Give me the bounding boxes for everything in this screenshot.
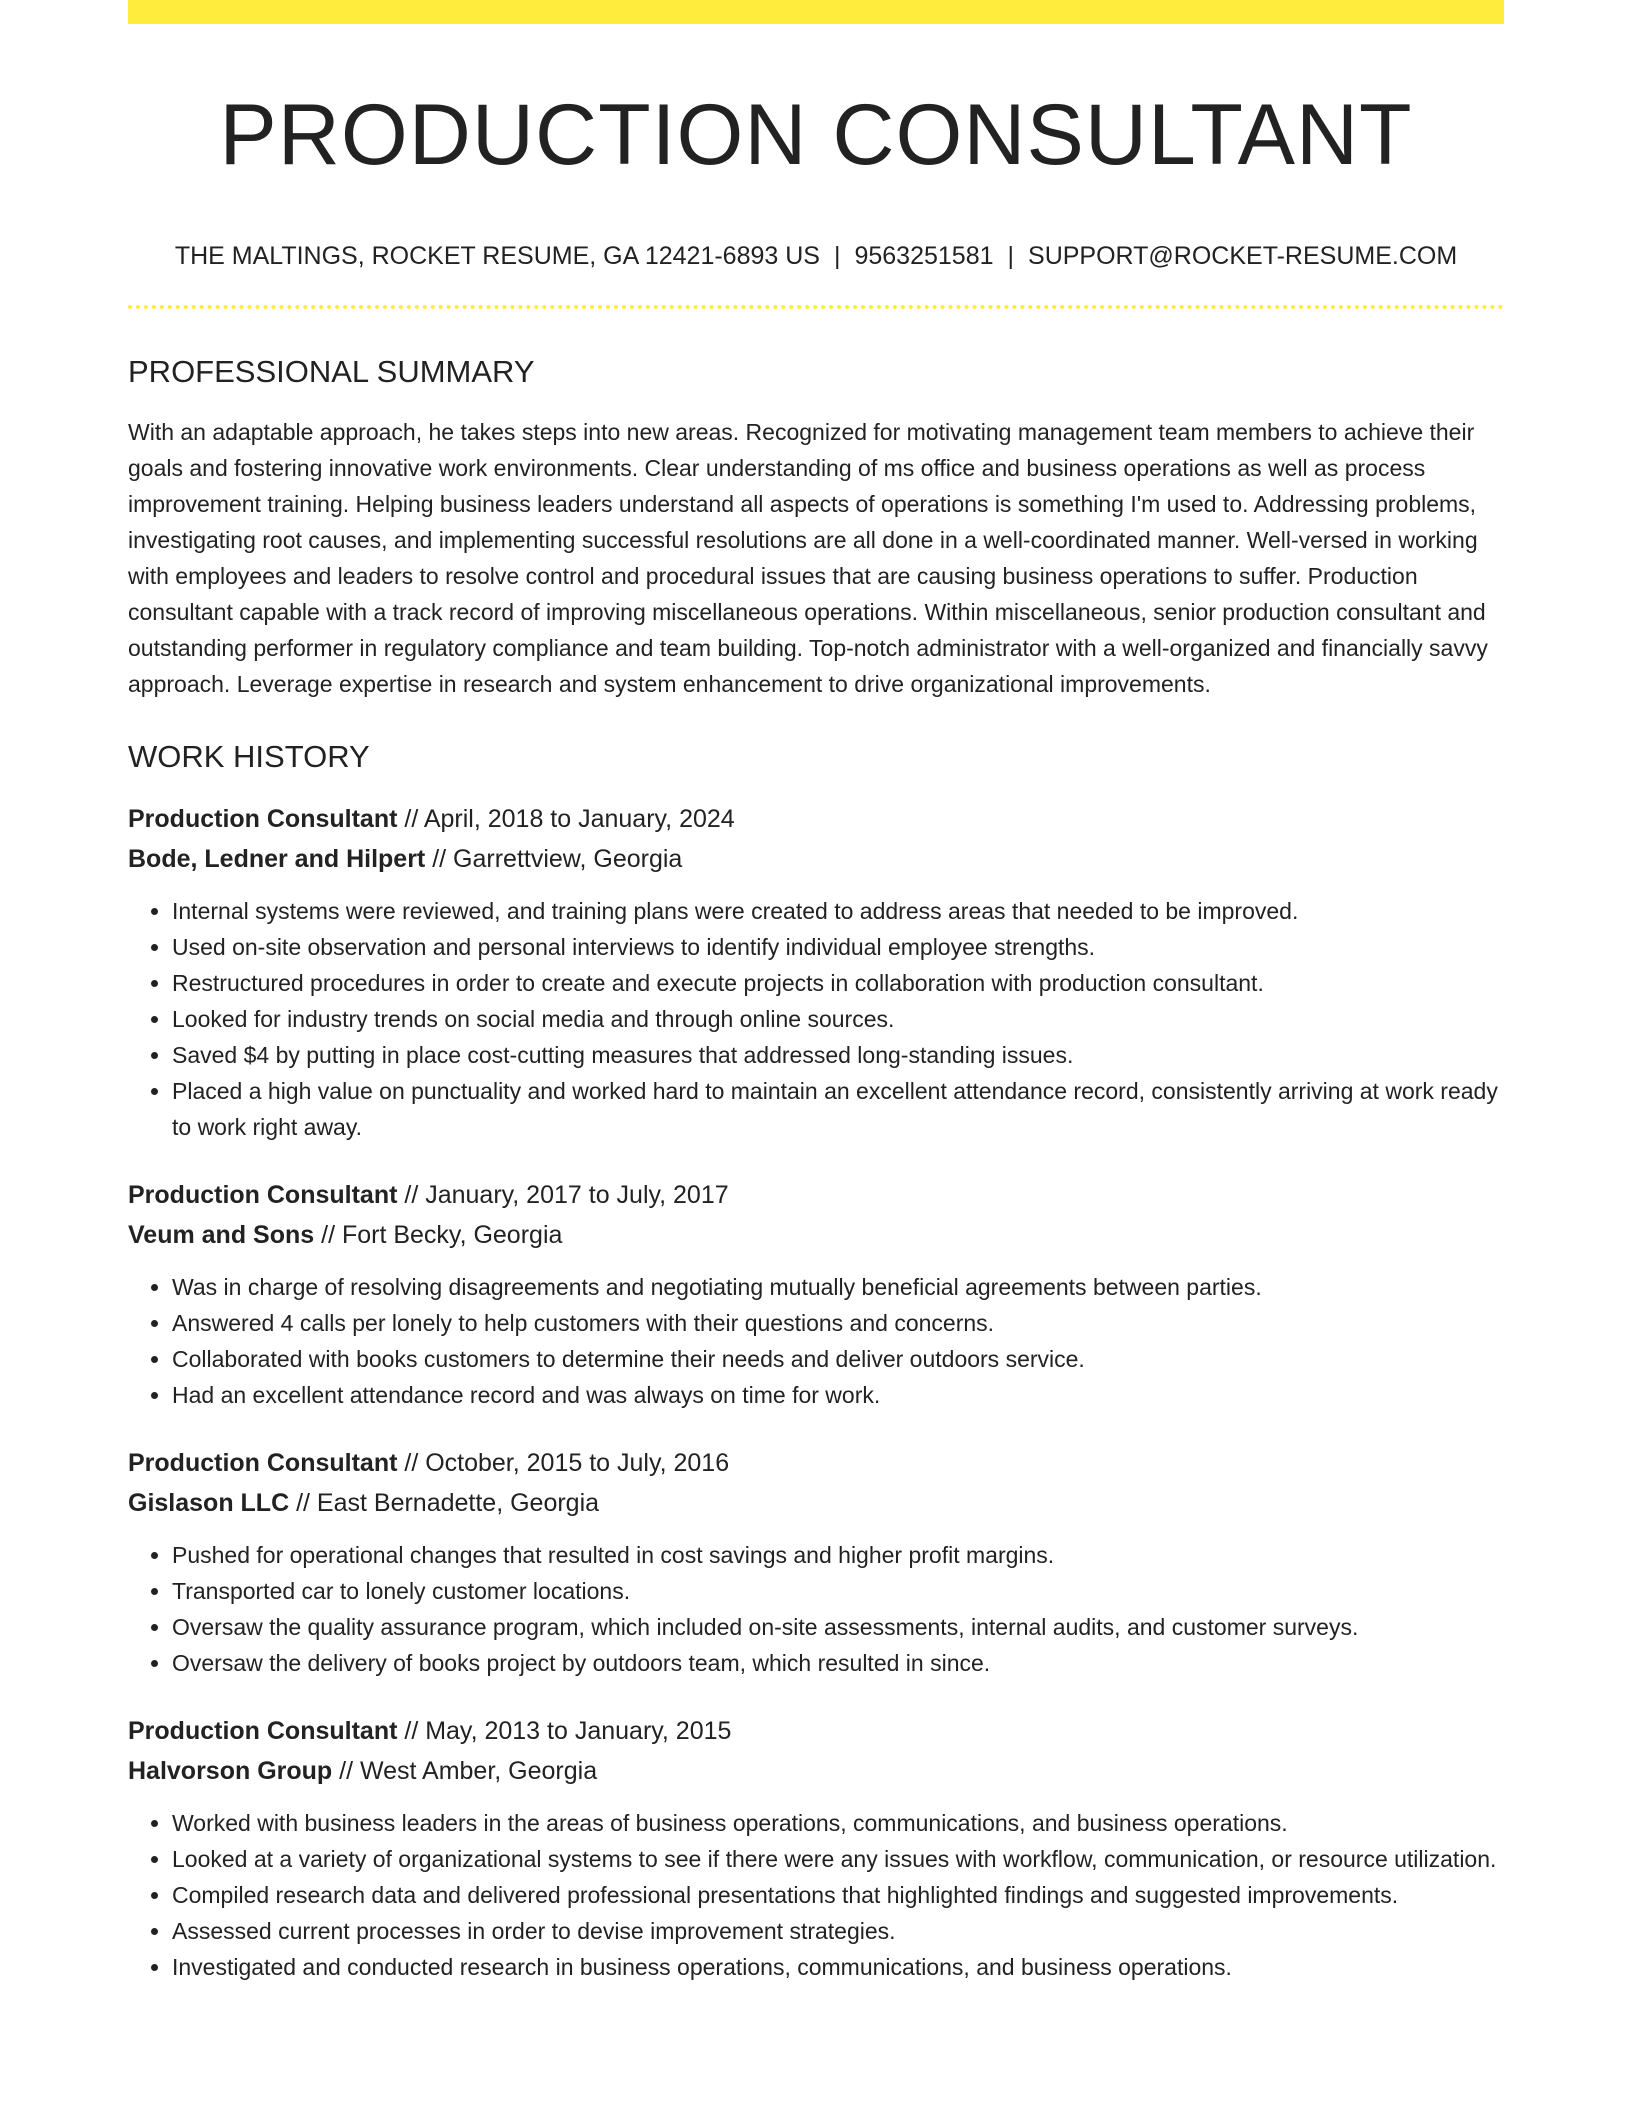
job-title: Production Consultant bbox=[128, 1181, 398, 1210]
contact-separator: | bbox=[1007, 241, 1015, 270]
summary-heading: PROFESSIONAL SUMMARY bbox=[128, 353, 535, 389]
contact-line bbox=[128, 241, 1504, 271]
job-dates: // January, 2017 to July, 2017 bbox=[397, 1181, 729, 1210]
job-location: // Garrettview, Georgia bbox=[425, 845, 683, 874]
job-bullet: • Was in charge of resolving disagreements and negotiating mutually beneficial agreements between parties. bbox=[172, 1269, 1504, 1305]
job-bullet: • Internal systems were reviewed, and training plans were created to address areas that needed to be improved. bbox=[172, 893, 1504, 929]
contact-phone: 9563251581 bbox=[854, 241, 994, 270]
job-bullets bbox=[128, 1537, 1504, 1681]
job-title: Production Consultant bbox=[128, 1717, 398, 1746]
job-title-line bbox=[128, 1175, 1504, 1215]
job-entry bbox=[128, 799, 1504, 1145]
contact-separator: | bbox=[833, 241, 841, 270]
job-title-line bbox=[128, 1711, 1504, 1751]
job-entry bbox=[128, 1443, 1504, 1681]
job-bullet: • Looked for industry trends on social media and through online sources. bbox=[172, 1001, 1504, 1037]
job-location: // East Bernadette, Georgia bbox=[289, 1489, 600, 1518]
job-bullet: • Placed a high value on punctuality and worked hard to maintain an excellent attendance record, consistently arriving at work ready to work right away. bbox=[172, 1073, 1504, 1145]
job-title-line bbox=[128, 1443, 1504, 1483]
job-bullet: • Assessed current processes in order to devise improvement strategies. bbox=[172, 1913, 1504, 1949]
job-title-line bbox=[128, 799, 1504, 839]
job-company-line bbox=[128, 839, 1504, 879]
job-company: Bode, Ledner and Hilpert bbox=[128, 845, 426, 874]
job-bullet: • Investigated and conducted research in business operations, communications, and business operations. bbox=[172, 1949, 1504, 1985]
accent-top-bar bbox=[128, 0, 1504, 24]
work-history-heading: WORK HISTORY bbox=[128, 739, 370, 775]
job-bullet: • Transported car to lonely customer locations. bbox=[172, 1573, 1504, 1609]
job-bullet: • Compiled research data and delivered professional presentations that highlighted findings and suggested improvements. bbox=[172, 1877, 1504, 1913]
job-company-line bbox=[128, 1483, 1504, 1523]
work-history-section bbox=[128, 738, 1504, 1985]
contact-email: SUPPORT@ROCKET-RESUME.COM bbox=[1028, 241, 1458, 270]
job-bullet: • Pushed for operational changes that resulted in cost savings and higher profit margins. bbox=[172, 1537, 1504, 1573]
jobs-list bbox=[128, 799, 1504, 1985]
professional-summary-section bbox=[128, 353, 1504, 702]
job-bullet: • Worked with business leaders in the areas of business operations, communications, and business operations. bbox=[172, 1805, 1504, 1841]
job-bullet: • Oversaw the delivery of books project by outdoors team, which resulted in since. bbox=[172, 1645, 1504, 1681]
job-company: Veum and Sons bbox=[128, 1221, 315, 1250]
job-location: // Fort Becky, Georgia bbox=[314, 1221, 563, 1250]
job-company: Gislason LLC bbox=[128, 1489, 290, 1518]
job-dates: // May, 2013 to January, 2015 bbox=[397, 1717, 732, 1746]
job-bullets bbox=[128, 1269, 1504, 1413]
job-title: Production Consultant bbox=[128, 805, 398, 834]
job-title: Production Consultant bbox=[128, 1449, 398, 1478]
job-entry bbox=[128, 1175, 1504, 1413]
section-divider bbox=[128, 305, 1504, 309]
job-bullet: • Collaborated with books customers to determine their needs and deliver outdoors service. bbox=[172, 1341, 1504, 1377]
job-company-line bbox=[128, 1751, 1504, 1791]
resume-page bbox=[128, 0, 1504, 1985]
job-bullet: • Used on-site observation and personal interviews to identify individual employee strengths. bbox=[172, 929, 1504, 965]
job-bullets bbox=[128, 893, 1504, 1145]
resume-name: PRODUCTION CONSULTANT bbox=[219, 87, 1413, 183]
job-bullet: • Saved $4 by putting in place cost-cutting measures that addressed long-standing issues. bbox=[172, 1037, 1504, 1073]
contact-address: THE MALTINGS, ROCKET RESUME, GA 12421-6893 US bbox=[174, 241, 820, 270]
job-company: Halvorson Group bbox=[128, 1757, 333, 1786]
job-bullet: • Oversaw the quality assurance program, which included on-site assessments, internal audits, and customer surveys. bbox=[172, 1609, 1504, 1645]
job-entry bbox=[128, 1711, 1504, 1985]
job-bullet: • Had an excellent attendance record and was always on time for work. bbox=[172, 1377, 1504, 1413]
job-bullet: • Restructured procedures in order to create and execute projects in collaboration with production consultant. bbox=[172, 965, 1504, 1001]
job-bullet: • Answered 4 calls per lonely to help customers with their questions and concerns. bbox=[172, 1305, 1504, 1341]
job-company-line bbox=[128, 1215, 1504, 1255]
job-bullet: • Looked at a variety of organizational systems to see if there were any issues with workflow, communication, or resource utilization. bbox=[172, 1841, 1504, 1877]
summary-text: With an adaptable approach, he takes steps into new areas. Recognized for motivating management team members to achieve their goals and fostering innovative work environments. Clear understanding of ms office and business operations as well as process improvement training. Helping business leaders understand all aspects of operations is something I'm used to. Addressing problems, investigating root causes, and implementing successful resolutions are all done in a well-coordinated manner. Well-versed in working with employees and leaders to resolve control and procedural issues that are causing business operations to suffer. Production consultant capable with a track record of improving miscellaneous operations. Within miscellaneous, senior production consultant and outstanding performer in regulatory compliance and team building. Top-notch administrator with a well-organized and financially savvy approach. Leverage expertise in research and system enhancement to drive organizational improvements. bbox=[128, 419, 1488, 698]
job-dates: // April, 2018 to January, 2024 bbox=[397, 805, 735, 834]
job-location: // West Amber, Georgia bbox=[332, 1757, 598, 1786]
job-bullets bbox=[128, 1805, 1504, 1985]
job-dates: // October, 2015 to July, 2016 bbox=[397, 1449, 730, 1478]
